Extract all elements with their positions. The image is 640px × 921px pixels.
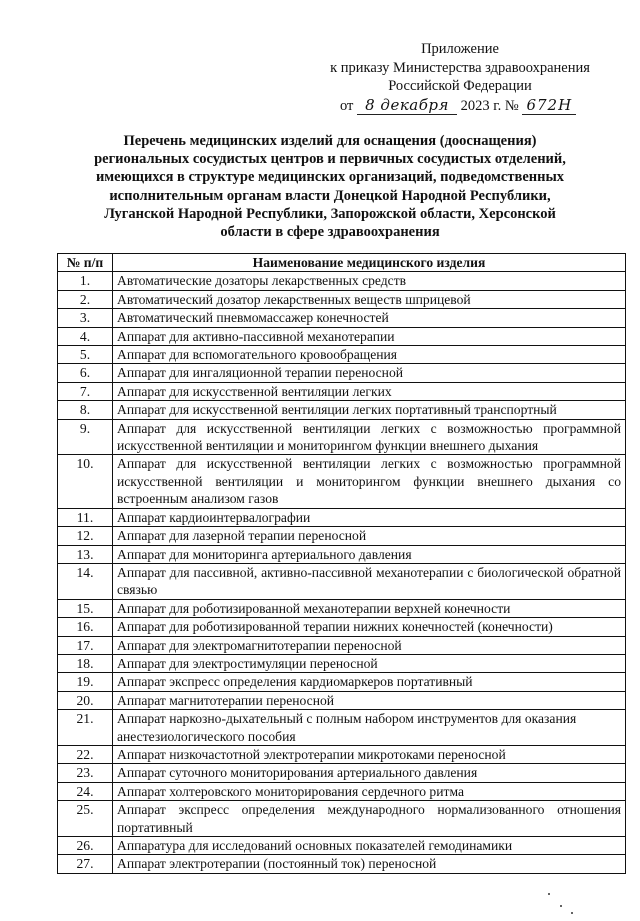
appendix-header xyxy=(300,40,620,115)
scan-speck xyxy=(571,912,573,914)
row-number: 22. xyxy=(58,745,113,763)
row-number: 7. xyxy=(58,382,113,400)
row-number: 11. xyxy=(58,508,113,526)
row-number: 13. xyxy=(58,545,113,563)
table-row xyxy=(58,673,626,691)
table-row xyxy=(58,745,626,763)
appendix-date-line xyxy=(300,96,620,116)
table-row xyxy=(58,455,626,508)
row-name: Аппаратура для исследований основных показателей гемодинамики xyxy=(113,837,626,855)
row-number: 3. xyxy=(58,309,113,327)
year-text: 2023 г. № xyxy=(460,97,519,114)
row-name: Аппарат экспресс определения кардиомаркеров портативный xyxy=(113,673,626,691)
handwritten-order-number: 672Н xyxy=(522,96,576,116)
scan-speck xyxy=(548,893,550,895)
table-row xyxy=(58,837,626,855)
table-row xyxy=(58,563,626,599)
row-number: 16. xyxy=(58,618,113,636)
row-name: Аппарат магнитотерапии переносной xyxy=(113,691,626,709)
row-name: Аппарат для электромагнитотерапии переносной xyxy=(113,636,626,654)
table-row xyxy=(58,290,626,308)
row-name: Аппарат для вспомогательного кровообращения xyxy=(113,346,626,364)
row-name: Автоматический дозатор лекарственных веществ шприцевой xyxy=(113,290,626,308)
row-name: Автоматический пневмомассажер конечностей xyxy=(113,309,626,327)
appendix-order-ref: к приказу Министерства здравоохранения xyxy=(330,59,590,76)
handwritten-date: 8 декабря xyxy=(357,96,457,116)
row-number: 17. xyxy=(58,636,113,654)
title-line-5: Луганской Народной Республики, Запорожской области, Херсонской xyxy=(104,205,556,222)
title-line-6: области в сфере здравоохранения xyxy=(220,224,440,241)
row-name: Аппарат кардиоинтервалографии xyxy=(113,508,626,526)
document-title xyxy=(80,132,580,241)
row-name: Аппарат суточного мониторирования артериального давления xyxy=(113,764,626,782)
table-row xyxy=(58,309,626,327)
row-name: Аппарат низкочастотной электротерапии микротоками переносной xyxy=(113,745,626,763)
table-row xyxy=(58,419,626,455)
row-number: 12. xyxy=(58,527,113,545)
row-name: Аппарат для электростимуляции переносной xyxy=(113,654,626,672)
appendix-country: Российской Федерации xyxy=(388,78,532,94)
table-row xyxy=(58,764,626,782)
table-row xyxy=(58,508,626,526)
header-number: № п/п xyxy=(58,254,113,272)
row-number: 6. xyxy=(58,364,113,382)
table-row xyxy=(58,382,626,400)
row-number: 21. xyxy=(58,710,113,746)
row-name: Аппарат для искусственной вентиляции легких портативный транспортный xyxy=(113,401,626,419)
medical-devices-table xyxy=(57,253,626,874)
row-name: Аппарат для пассивной, активно-пассивной механотерапии с биологической обратной связью xyxy=(113,563,626,599)
table-row xyxy=(58,327,626,345)
table-row xyxy=(58,636,626,654)
row-number: 4. xyxy=(58,327,113,345)
row-name: Аппарат экспресс определения международного нормализованного отношения портативный xyxy=(113,801,626,837)
table-header-row xyxy=(58,254,626,272)
row-number: 26. xyxy=(58,837,113,855)
row-number: 10. xyxy=(58,455,113,508)
header-name: Наименование медицинского изделия xyxy=(113,254,626,272)
row-name: Аппарат электротерапии (постоянный ток) переносной xyxy=(113,855,626,873)
row-name: Аппарат для лазерной терапии переносной xyxy=(113,527,626,545)
title-line-1: Перечень медицинских изделий для оснащения (дооснащения) xyxy=(123,133,537,149)
table-row xyxy=(58,599,626,617)
row-number: 23. xyxy=(58,764,113,782)
table-row xyxy=(58,654,626,672)
table-row xyxy=(58,801,626,837)
row-name: Аппарат холтеровского мониторирования сердечного ритма xyxy=(113,782,626,800)
table-row xyxy=(58,545,626,563)
table-row xyxy=(58,855,626,873)
row-number: 20. xyxy=(58,691,113,709)
table-row xyxy=(58,691,626,709)
row-number: 19. xyxy=(58,673,113,691)
table-row xyxy=(58,782,626,800)
row-name: Аппарат для искусственной вентиляции легких xyxy=(113,382,626,400)
date-prefix: от xyxy=(340,97,354,114)
row-number: 8. xyxy=(58,401,113,419)
row-number: 9. xyxy=(58,419,113,455)
row-number: 25. xyxy=(58,801,113,837)
row-name: Аппарат для активно-пассивной механотерапии xyxy=(113,327,626,345)
row-name: Автоматические дозаторы лекарственных средств xyxy=(113,272,626,290)
row-name: Аппарат наркозно-дыхательный с полным набором инструментов для оказания анестезиологического пособия xyxy=(113,710,626,746)
row-number: 2. xyxy=(58,290,113,308)
row-name: Аппарат для искусственной вентиляции легких с возможностью программной искусственной вентиляции и мониторингом функции внешнего дыхания со встроенным анализом газов xyxy=(113,455,626,508)
appendix-title: Приложение xyxy=(421,41,499,57)
scan-speck xyxy=(560,905,562,907)
table-row xyxy=(58,710,626,746)
table-row xyxy=(58,527,626,545)
row-number: 5. xyxy=(58,346,113,364)
title-line-3: имеющихся в структуре медицинских организаций, подведомственных xyxy=(95,169,565,186)
row-name: Аппарат для искусственной вентиляции легких с возможностью программной искусственной вентиляции и мониторингом функции внешнего дыхания xyxy=(113,419,626,455)
row-name: Аппарат для роботизированной механотерапии верхней конечности xyxy=(113,599,626,617)
row-number: 14. xyxy=(58,563,113,599)
row-name: Аппарат для мониторинга артериального давления xyxy=(113,545,626,563)
row-name: Аппарат для роботизированной терапии нижних конечностей (конечности) xyxy=(113,618,626,636)
table-row xyxy=(58,618,626,636)
title-line-2: региональных сосудистых центров и первичных сосудистых отделений, xyxy=(94,151,566,168)
table-row xyxy=(58,272,626,290)
row-number: 1. xyxy=(58,272,113,290)
table-row xyxy=(58,364,626,382)
row-name: Аппарат для ингаляционной терапии переносной xyxy=(113,364,626,382)
table-row xyxy=(58,346,626,364)
row-number: 27. xyxy=(58,855,113,873)
row-number: 15. xyxy=(58,599,113,617)
row-number: 18. xyxy=(58,654,113,672)
table-row xyxy=(58,401,626,419)
row-number: 24. xyxy=(58,782,113,800)
title-line-4: исполнительным органам власти Донецкой Народной Республики, xyxy=(109,187,551,204)
